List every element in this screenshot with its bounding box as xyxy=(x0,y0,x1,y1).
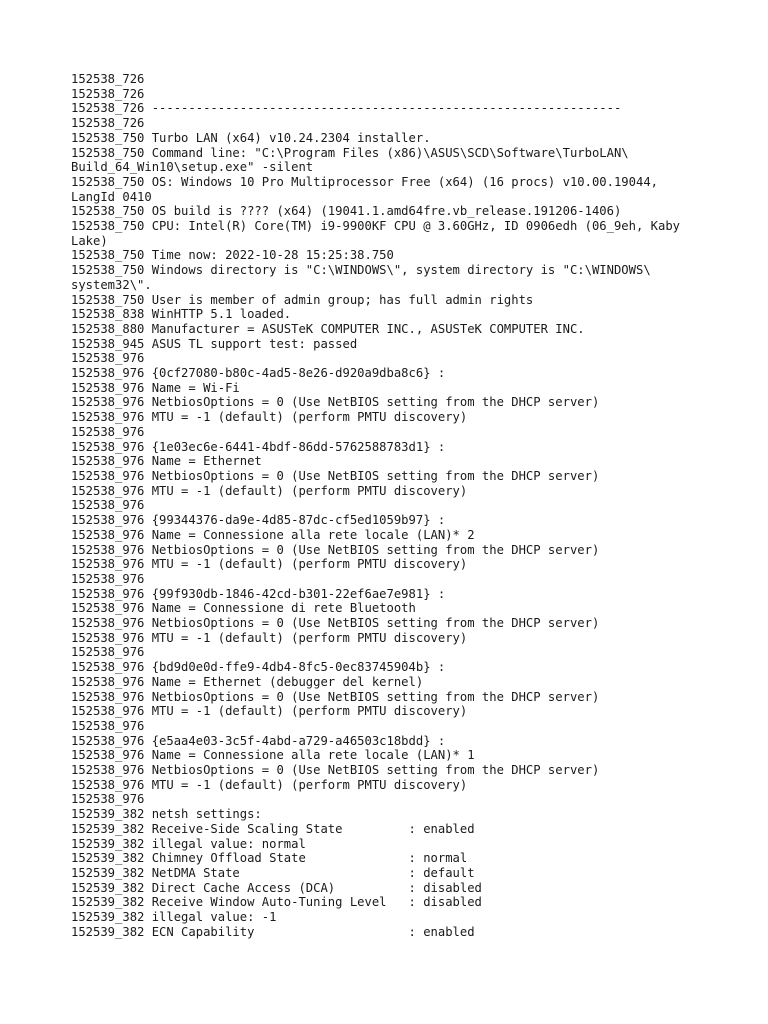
log-line: 152538_976 NetbiosOptions = 0 (Use NetBIOS setting from the DHCP server) xyxy=(71,689,600,704)
log-line: 152538_750 Command line: "C:\Program Files (x86)\ASUS\SCD\Software\TurboLAN\ xyxy=(71,145,629,160)
log-line: 152538_976 NetbiosOptions = 0 (Use NetBIOS setting from the DHCP server) xyxy=(71,542,600,557)
log-line: 152538_976 {99f930db-1846-42cd-b301-22ef6ae7e981} : xyxy=(71,586,446,601)
log-line: 152538_976 xyxy=(71,718,145,733)
log-line: 152538_750 Turbo LAN (x64) v10.24.2304 installer. xyxy=(71,130,431,145)
log-line: 152538_976 MTU = -1 (default) (perform PMTU discovery) xyxy=(71,630,468,645)
log-line: 152539_382 ECN Capability : enabled xyxy=(71,924,475,939)
log-line: 152539_382 netsh settings: xyxy=(71,807,262,822)
log-line: 152538_976 Name = Connessione alla rete locale (LAN)* 2 xyxy=(71,527,475,542)
installer-log xyxy=(71,72,711,939)
log-line: 152538_976 NetbiosOptions = 0 (Use NetBIOS setting from the DHCP server) xyxy=(71,616,600,631)
log-line: 152538_726 ---------------------------------------------------------------- xyxy=(71,101,622,116)
log-line: 152538_976 xyxy=(71,498,145,513)
log-line: 152539_382 NetDMA State : default xyxy=(71,865,475,880)
log-line: 152538_945 ASUS TL support test: passed xyxy=(71,336,358,351)
log-line: LangId 0410 xyxy=(71,189,152,204)
log-line: 152539_382 Receive-Side Scaling State : enabled xyxy=(71,821,475,836)
log-line: 152538_976 {99344376-da9e-4d85-87dc-cf5ed1059b97} : xyxy=(71,513,446,528)
log-line: 152538_976 xyxy=(71,351,145,366)
log-line: 152538_726 xyxy=(71,116,145,131)
log-line: 152538_750 OS: Windows 10 Pro Multiprocessor Free (x64) (16 procs) v10.00.19044, xyxy=(71,174,658,189)
log-line: 152538_976 MTU = -1 (default) (perform PMTU discovery) xyxy=(71,557,468,572)
log-line: 152538_976 Name = Wi-Fi xyxy=(71,380,240,395)
log-line: 152539_382 Receive Window Auto-Tuning Level : disabled xyxy=(71,895,482,910)
log-line: 152538_976 MTU = -1 (default) (perform PMTU discovery) xyxy=(71,777,468,792)
log-line: 152538_750 CPU: Intel(R) Core(TM) i9-9900KF CPU @ 3.60GHz, ID 0906edh (06_9eh, Kaby xyxy=(71,219,681,234)
log-line: 152538_976 xyxy=(71,792,145,807)
log-line: 152538_976 NetbiosOptions = 0 (Use NetBIOS setting from the DHCP server) xyxy=(71,468,600,483)
log-line: 152538_976 {0cf27080-b80c-4ad5-8e26-d920a9dba8c6} : xyxy=(71,366,446,381)
log-line: 152538_838 WinHTTP 5.1 loaded. xyxy=(71,307,292,322)
log-line: 152538_976 xyxy=(71,645,145,660)
log-line: 152538_976 xyxy=(71,571,145,586)
log-line: 152538_976 Name = Connessione alla rete locale (LAN)* 1 xyxy=(71,748,475,763)
log-line: 152538_976 Name = Ethernet (debugger del kernel) xyxy=(71,674,424,689)
log-line: system32\". xyxy=(71,277,152,292)
log-line: 152539_382 Chimney Offload State : normal xyxy=(71,851,468,866)
log-line: 152538_726 xyxy=(71,72,145,86)
log-line: 152538_976 {bd9d0e0d-ffe9-4db4-8fc5-0ec83745904b} : xyxy=(71,660,446,675)
log-line: 152538_976 xyxy=(71,424,145,439)
log-line: 152538_750 Time now: 2022-10-28 15:25:38.750 xyxy=(71,248,394,263)
log-line: 152538_976 {1e03ec6e-6441-4bdf-86dd-5762588783d1} : xyxy=(71,439,446,454)
log-line: 152538_750 Windows directory is "C:\WINDOWS\", system directory is "C:\WINDOWS\ xyxy=(71,263,651,278)
log-line: 152539_382 illegal value: -1 xyxy=(71,910,277,925)
log-line: 152538_726 xyxy=(71,86,145,101)
log-line: 152539_382 Direct Cache Access (DCA) : disabled xyxy=(71,880,482,895)
log-line: 152538_880 Manufacturer = ASUSTeK COMPUTER INC., ASUSTeK COMPUTER INC. xyxy=(71,321,585,336)
log-line: 152538_976 MTU = -1 (default) (perform PMTU discovery) xyxy=(71,704,468,719)
log-line: Lake) xyxy=(71,233,108,248)
log-line: 152538_976 {e5aa4e03-3c5f-4abd-a729-a46503c18bdd} : xyxy=(71,733,446,748)
log-line: 152538_976 MTU = -1 (default) (perform PMTU discovery) xyxy=(71,410,468,425)
log-line: Build_64_Win10\setup.exe" -silent xyxy=(71,160,314,175)
log-line: 152538_750 User is member of admin group; has full admin rights xyxy=(71,292,534,307)
log-line: 152538_976 Name = Ethernet xyxy=(71,454,262,469)
log-line: 152538_750 OS build is ???? (x64) (19041.1.amd64fre.vb_release.191206-1406) xyxy=(71,204,622,219)
log-line: 152539_382 illegal value: normal xyxy=(71,836,306,851)
log-line: 152538_976 NetbiosOptions = 0 (Use NetBIOS setting from the DHCP server) xyxy=(71,395,600,410)
log-line: 152538_976 Name = Connessione di rete Bluetooth xyxy=(71,601,416,616)
log-line: 152538_976 MTU = -1 (default) (perform PMTU discovery) xyxy=(71,483,468,498)
log-line: 152538_976 NetbiosOptions = 0 (Use NetBIOS setting from the DHCP server) xyxy=(71,763,600,778)
